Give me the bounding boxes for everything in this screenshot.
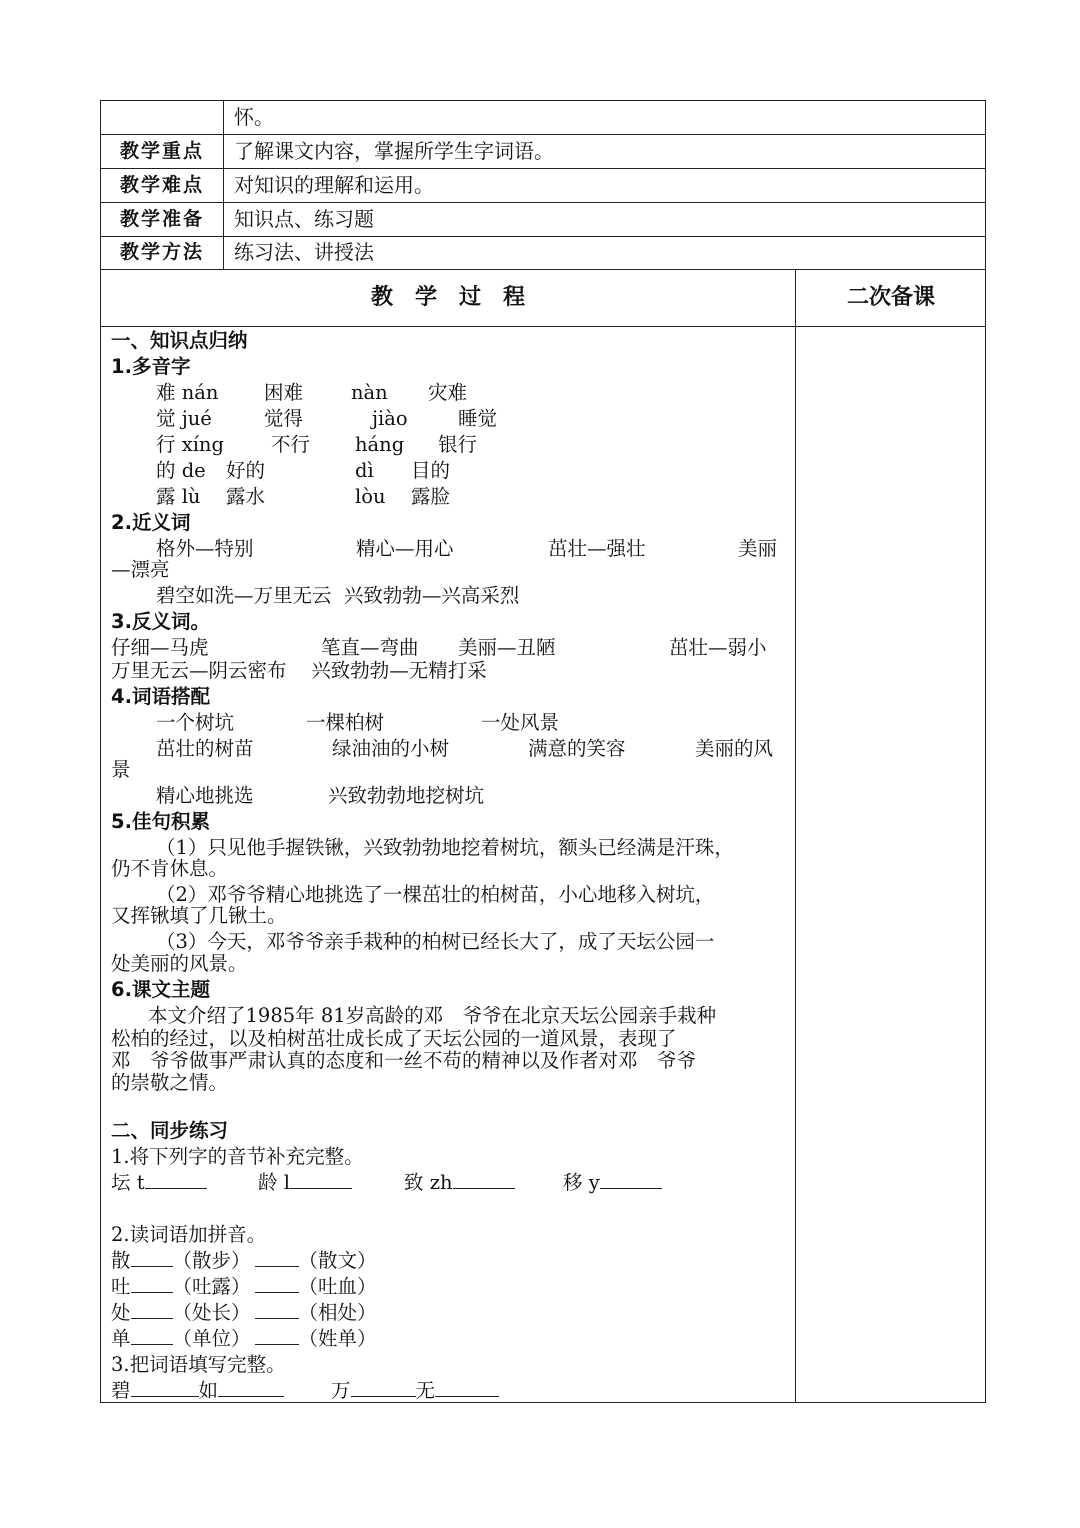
answer-blank[interactable]	[145, 1170, 207, 1189]
collocation-item: 美丽的风	[695, 737, 774, 760]
key-points-label: 教学重点	[119, 140, 204, 162]
collocations-title: 4.词语搭配	[111, 685, 210, 708]
q3-item: 万 无	[331, 1378, 499, 1404]
method-content: 练习法、讲授法	[234, 240, 374, 264]
difficulties-label: 教学难点	[119, 174, 204, 196]
top-row-content: 怀。	[234, 105, 274, 129]
collocation-item: 满意的笑容	[528, 737, 626, 760]
difficulties-content: 对知识的理解和运用。	[234, 173, 434, 197]
answer-blank[interactable]	[351, 1378, 416, 1397]
q1-prompt: 1.将下列字的音节补充完整。	[111, 1145, 364, 1168]
polyphone-pinyin-b: nàn	[351, 381, 388, 404]
q1-item: 龄 l	[258, 1170, 352, 1196]
polyphone-word-b: 灾难	[428, 381, 468, 404]
collocation-wrap: 景	[111, 758, 131, 781]
section2-title: 二、同步练习	[111, 1119, 229, 1142]
polyphone-pinyin-b: háng	[355, 433, 405, 456]
preparation-content: 知识点、练习题	[234, 207, 374, 231]
antonym-item: 笔直—弯曲	[321, 636, 419, 659]
q3-prompt: 3.把词语填写完整。	[111, 1353, 286, 1376]
sentence-line: 仍不肯休息。	[111, 857, 229, 880]
answer-blank[interactable]	[255, 1326, 299, 1345]
collocation-item: 绿油油的小树	[332, 737, 450, 760]
polyphone-word-b: 露脸	[411, 485, 451, 508]
collocation-item: 精心地挑选	[156, 784, 254, 807]
antonym-item: 茁壮—弱小	[669, 636, 767, 659]
answer-blank[interactable]	[435, 1378, 499, 1397]
synonym-item: 精心—用心	[356, 537, 454, 560]
collocation-item: 兴致勃勃地挖树坑	[328, 784, 485, 807]
polyphone-pinyin-a: 觉 jué	[156, 407, 212, 430]
antonyms-title: 3.反义词。	[111, 610, 210, 633]
column-divider	[223, 101, 224, 269]
polyphones-title: 1.多音字	[111, 355, 191, 378]
answer-blank[interactable]	[255, 1248, 299, 1267]
theme-line: 邓 爷爷做事严肃认真的态度和一丝不苟的精神以及作者对邓 爷爷	[111, 1049, 697, 1072]
q1-item: 致 zh	[404, 1170, 515, 1196]
q2-row: 单 （单位） （姓单）	[111, 1327, 377, 1350]
synonym-wrap: —漂亮	[111, 558, 170, 581]
answer-blank[interactable]	[218, 1378, 284, 1397]
method-label: 教学方法	[119, 241, 204, 263]
polyphone-word-b: 睡觉	[458, 407, 498, 430]
answer-blank[interactable]	[131, 1274, 173, 1293]
polyphone-word-a: 露水	[226, 485, 266, 508]
q1-item: 移 y	[563, 1170, 662, 1196]
sentence-line: （2）邓爷爷精心地挑选了一棵茁壮的柏树苗，小心地移入树坑，	[156, 883, 715, 906]
synonym-item: 茁壮—强壮	[548, 537, 646, 560]
sentence-line: （3）今天，邓爷爷亲手栽种的柏树已经长大了，成了天坛公园一	[156, 930, 715, 953]
q1-item: 坛 t	[111, 1170, 207, 1196]
polyphone-pinyin-b: lòu	[355, 485, 386, 508]
synonyms-title: 2.近义词	[111, 511, 191, 534]
theme-line: 松柏的经过，以及柏树茁壮成长成了天坛公园的一道风景，表现了	[111, 1027, 677, 1050]
theme-line: 的崇敬之情。	[111, 1071, 229, 1094]
answer-blank[interactable]	[600, 1170, 662, 1189]
collocation-item: 一处风景	[481, 711, 560, 734]
polyphone-word-b: 银行	[438, 433, 478, 456]
sentence-line: 又挥锹填了几锹土。	[111, 904, 287, 927]
row-divider	[101, 202, 985, 203]
secondary-prep-header: 二次备课	[846, 285, 935, 310]
collocation-item: 一棵柏树	[306, 711, 385, 734]
section1-title: 一、知识点归纳	[111, 329, 248, 352]
collocation-item: 一个树坑	[156, 711, 235, 734]
answer-blank[interactable]	[290, 1170, 352, 1189]
q2-row: 吐 （吐露） （吐血）	[111, 1275, 377, 1298]
preparation-label: 教学准备	[119, 208, 204, 230]
answer-blank[interactable]	[131, 1326, 173, 1345]
theme-title: 6.课文主题	[111, 978, 210, 1001]
antonym-item: 美丽—丑陋	[458, 636, 556, 659]
row-divider	[101, 269, 985, 270]
polyphone-word-b: 目的	[411, 459, 451, 482]
antonym-item: 仔细—马虎	[111, 636, 209, 659]
q2-row: 散 （散步） （散文）	[111, 1249, 377, 1272]
row-divider	[101, 236, 985, 237]
answer-blank[interactable]	[131, 1378, 199, 1397]
polyphone-word-a: 觉得	[264, 407, 304, 430]
polyphone-pinyin-a: 的 de	[156, 459, 206, 482]
polyphone-pinyin-b: dì	[355, 459, 374, 482]
sentence-line: 处美丽的风景。	[111, 952, 248, 975]
q2-prompt: 2.读词语加拼音。	[111, 1223, 267, 1246]
theme-line: 本文介绍了1985年 81岁高龄的邓 爷爷在北京天坛公园亲手栽种	[148, 1004, 717, 1027]
answer-blank[interactable]	[453, 1170, 515, 1189]
row-divider	[101, 326, 985, 327]
answer-blank[interactable]	[131, 1248, 173, 1267]
answer-blank[interactable]	[131, 1300, 173, 1319]
polyphone-pinyin-a: 难 nán	[156, 381, 219, 404]
polyphone-pinyin-a: 露 lù	[156, 485, 201, 508]
q2-row: 处 （处长） （相处）	[111, 1301, 377, 1324]
row-divider	[101, 134, 985, 135]
q3-item: 碧 如	[111, 1378, 284, 1404]
synonym-item: 美丽	[738, 537, 778, 560]
row-divider	[101, 168, 985, 169]
answer-blank[interactable]	[255, 1300, 299, 1319]
sentences-title: 5.佳句积累	[111, 810, 210, 833]
polyphone-pinyin-b: jiào	[372, 407, 408, 430]
collocation-item: 茁壮的树苗	[156, 737, 254, 760]
lesson-plan-table	[100, 100, 986, 1403]
column-divider	[795, 269, 796, 1403]
polyphone-pinyin-a: 行 xíng	[156, 433, 224, 456]
key-points-content: 了解课文内容，掌握所学生字词语。	[234, 139, 554, 163]
polyphone-word-a: 不行	[271, 433, 311, 456]
polyphone-word-a: 困难	[264, 381, 304, 404]
synonym-line: 碧空如洗—万里无云 兴致勃勃—兴高采烈	[156, 584, 520, 607]
sentence-line: （1）只见他手握铁锹，兴致勃勃地挖着树坑，额头已经满是汗珠，	[156, 836, 734, 859]
antonym-line: 万里无云—阴云密布 兴致勃勃—无精打采	[111, 659, 487, 682]
synonym-item: 格外—特别	[156, 537, 254, 560]
polyphone-word-a: 好的	[226, 459, 266, 482]
process-header: 教 学 过 程	[370, 285, 525, 310]
answer-blank[interactable]	[255, 1274, 299, 1293]
